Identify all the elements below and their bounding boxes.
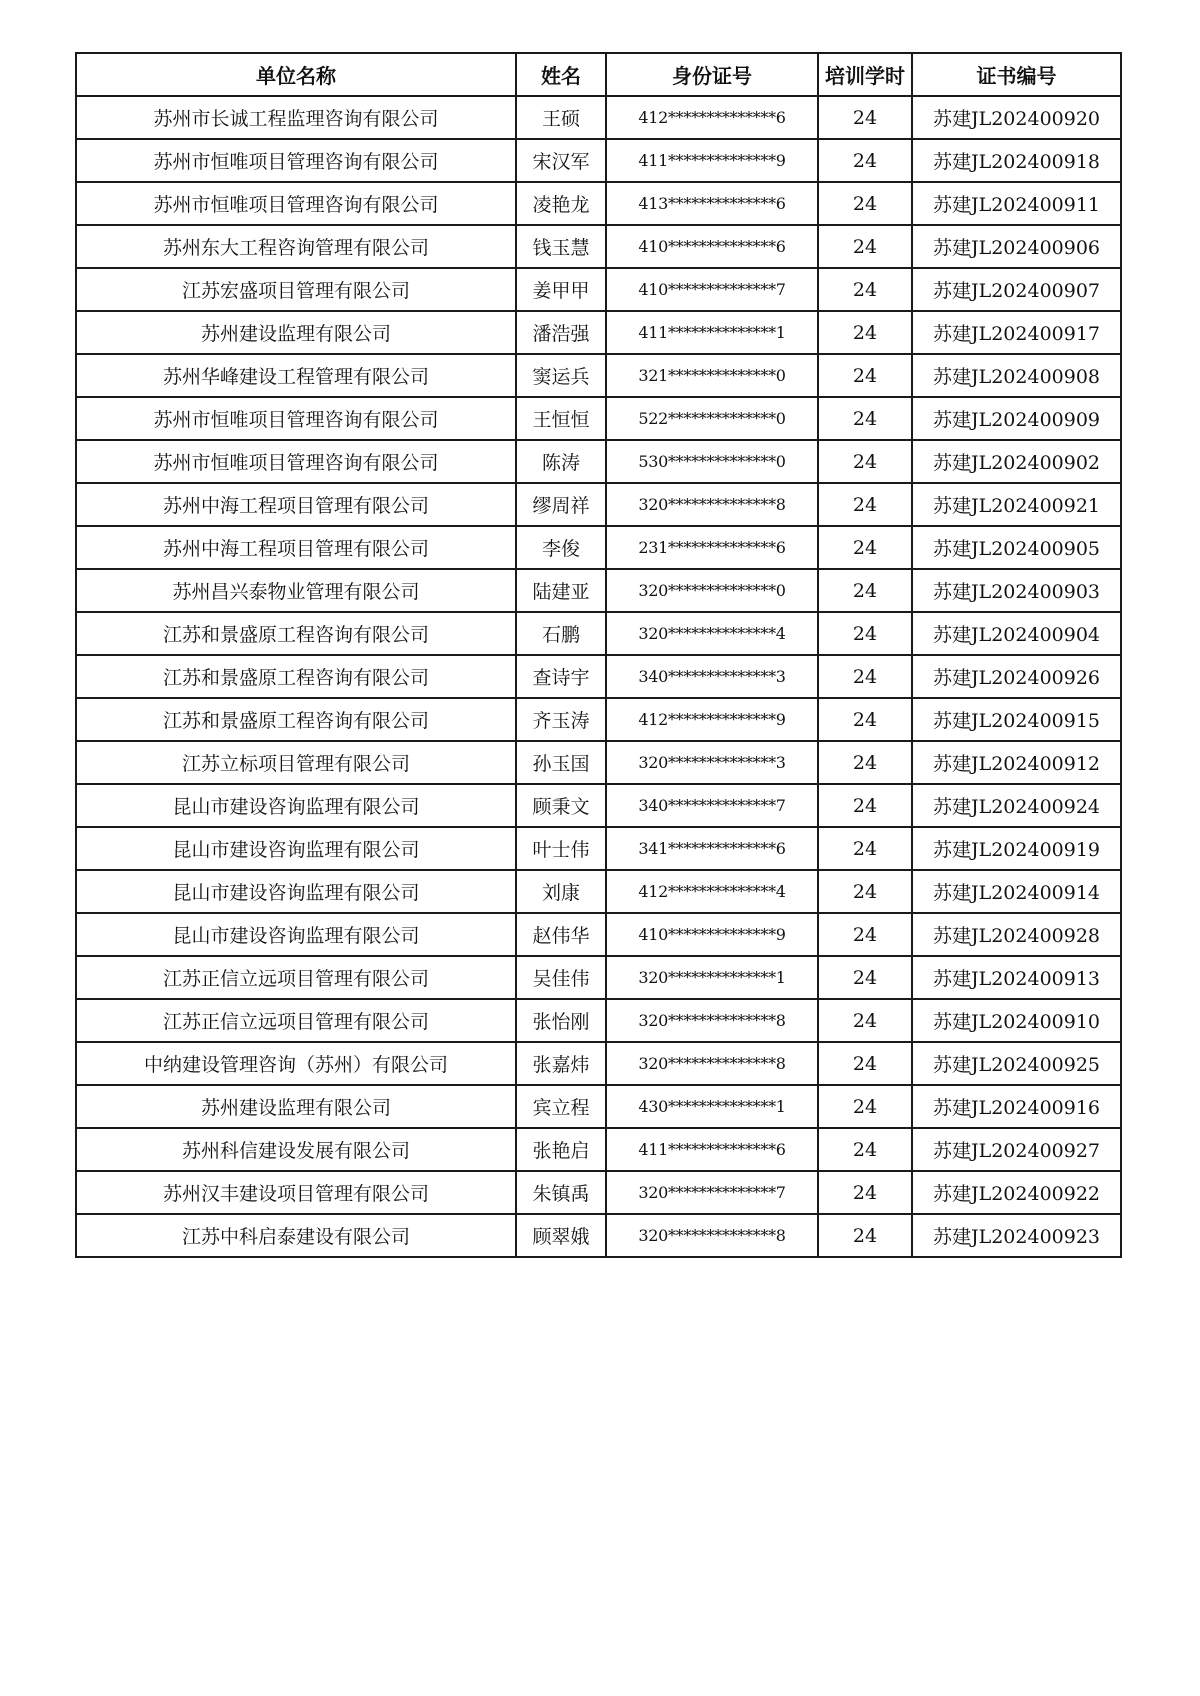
- table-row: [76, 311, 1121, 354]
- cell-unit: 江苏正信立远项目管理有限公司: [76, 956, 516, 999]
- cell-id-number: 340**************7: [606, 784, 818, 827]
- cell-unit: 苏州东大工程咨询管理有限公司: [76, 225, 516, 268]
- cell-unit: 苏州市恒唯项目管理咨询有限公司: [76, 182, 516, 225]
- table-row: [76, 1128, 1121, 1171]
- header-name: 姓名: [516, 53, 606, 96]
- table-row: [76, 870, 1121, 913]
- cell-id-number: 530**************0: [606, 440, 818, 483]
- cell-name: 石鹏: [516, 612, 606, 655]
- cell-certificate-no: 苏建JL202400925: [912, 1042, 1121, 1085]
- cell-unit: 苏州华峰建设工程管理有限公司: [76, 354, 516, 397]
- cell-unit: 昆山市建设咨询监理有限公司: [76, 784, 516, 827]
- cell-training-hours: 24: [818, 741, 912, 784]
- table-header-row: [76, 53, 1121, 96]
- cell-name: 顾秉文: [516, 784, 606, 827]
- cell-unit: 江苏立标项目管理有限公司: [76, 741, 516, 784]
- cell-training-hours: 24: [818, 440, 912, 483]
- cell-unit: 江苏正信立远项目管理有限公司: [76, 999, 516, 1042]
- cell-certificate-no: 苏建JL202400913: [912, 956, 1121, 999]
- cell-name: 王恒恒: [516, 397, 606, 440]
- cell-name: 凌艳龙: [516, 182, 606, 225]
- cell-training-hours: 24: [818, 139, 912, 182]
- cell-name: 张艳启: [516, 1128, 606, 1171]
- cell-id-number: 340**************3: [606, 655, 818, 698]
- cell-certificate-no: 苏建JL202400906: [912, 225, 1121, 268]
- cell-certificate-no: 苏建JL202400917: [912, 311, 1121, 354]
- cell-id-number: 522**************0: [606, 397, 818, 440]
- cell-id-number: 341**************6: [606, 827, 818, 870]
- cell-id-number: 320**************8: [606, 999, 818, 1042]
- cell-unit: 苏州市长诚工程监理咨询有限公司: [76, 96, 516, 139]
- cell-name: 潘浩强: [516, 311, 606, 354]
- table-row: [76, 999, 1121, 1042]
- header-certificate-no: 证书编号: [912, 53, 1121, 96]
- cell-training-hours: 24: [818, 698, 912, 741]
- cell-name: 宾立程: [516, 1085, 606, 1128]
- table-row: [76, 526, 1121, 569]
- cell-certificate-no: 苏建JL202400902: [912, 440, 1121, 483]
- cell-unit: 昆山市建设咨询监理有限公司: [76, 870, 516, 913]
- cell-unit: 江苏宏盛项目管理有限公司: [76, 268, 516, 311]
- cell-certificate-no: 苏建JL202400916: [912, 1085, 1121, 1128]
- cell-training-hours: 24: [818, 612, 912, 655]
- cell-training-hours: 24: [818, 483, 912, 526]
- cell-id-number: 320**************8: [606, 1042, 818, 1085]
- cell-name: 赵伟华: [516, 913, 606, 956]
- cell-training-hours: 24: [818, 956, 912, 999]
- cell-name: 叶士伟: [516, 827, 606, 870]
- cell-name: 窦运兵: [516, 354, 606, 397]
- cell-id-number: 320**************7: [606, 1171, 818, 1214]
- header-training-hours: 培训学时: [818, 53, 912, 96]
- table-row: [76, 139, 1121, 182]
- cell-id-number: 411**************6: [606, 1128, 818, 1171]
- table-row: [76, 784, 1121, 827]
- cell-training-hours: 24: [818, 354, 912, 397]
- cell-unit: 苏州科信建设发展有限公司: [76, 1128, 516, 1171]
- cell-id-number: 411**************9: [606, 139, 818, 182]
- cell-certificate-no: 苏建JL202400926: [912, 655, 1121, 698]
- table-body: [76, 96, 1121, 1257]
- table-row: [76, 483, 1121, 526]
- table-row: [76, 612, 1121, 655]
- cell-certificate-no: 苏建JL202400903: [912, 569, 1121, 612]
- table-row: [76, 698, 1121, 741]
- cell-unit: 苏州市恒唯项目管理咨询有限公司: [76, 139, 516, 182]
- cell-training-hours: 24: [818, 1128, 912, 1171]
- cell-id-number: 320**************1: [606, 956, 818, 999]
- cell-training-hours: 24: [818, 569, 912, 612]
- table-row: [76, 741, 1121, 784]
- cell-id-number: 321**************0: [606, 354, 818, 397]
- table-row: [76, 655, 1121, 698]
- cell-id-number: 411**************1: [606, 311, 818, 354]
- cell-training-hours: 24: [818, 913, 912, 956]
- cell-name: 刘康: [516, 870, 606, 913]
- cell-certificate-no: 苏建JL202400920: [912, 96, 1121, 139]
- cell-id-number: 410**************7: [606, 268, 818, 311]
- cell-unit: 苏州昌兴泰物业管理有限公司: [76, 569, 516, 612]
- cell-name: 宋汉军: [516, 139, 606, 182]
- cell-certificate-no: 苏建JL202400912: [912, 741, 1121, 784]
- cell-training-hours: 24: [818, 526, 912, 569]
- cell-unit: 苏州中海工程项目管理有限公司: [76, 526, 516, 569]
- cell-name: 孙玉国: [516, 741, 606, 784]
- cell-unit: 苏州市恒唯项目管理咨询有限公司: [76, 397, 516, 440]
- table-row: [76, 1214, 1121, 1257]
- cell-name: 张怡刚: [516, 999, 606, 1042]
- header-id-number: 身份证号: [606, 53, 818, 96]
- cell-name: 陆建亚: [516, 569, 606, 612]
- cell-id-number: 412**************6: [606, 96, 818, 139]
- cell-name: 查诗宇: [516, 655, 606, 698]
- cell-name: 陈涛: [516, 440, 606, 483]
- cell-name: 齐玉涛: [516, 698, 606, 741]
- cell-training-hours: 24: [818, 1171, 912, 1214]
- cell-unit: 江苏中科启泰建设有限公司: [76, 1214, 516, 1257]
- table-row: [76, 96, 1121, 139]
- cell-training-hours: 24: [818, 225, 912, 268]
- cell-certificate-no: 苏建JL202400928: [912, 913, 1121, 956]
- cell-id-number: 320**************8: [606, 483, 818, 526]
- cell-training-hours: 24: [818, 268, 912, 311]
- cell-certificate-no: 苏建JL202400924: [912, 784, 1121, 827]
- table-row: [76, 1085, 1121, 1128]
- table-row: [76, 182, 1121, 225]
- certificate-table: [75, 52, 1122, 1258]
- cell-certificate-no: 苏建JL202400922: [912, 1171, 1121, 1214]
- table-row: [76, 913, 1121, 956]
- cell-id-number: 231**************6: [606, 526, 818, 569]
- cell-training-hours: 24: [818, 827, 912, 870]
- cell-id-number: 430**************1: [606, 1085, 818, 1128]
- table-row: [76, 354, 1121, 397]
- cell-id-number: 413**************6: [606, 182, 818, 225]
- cell-name: 朱镇禹: [516, 1171, 606, 1214]
- cell-name: 顾翠娥: [516, 1214, 606, 1257]
- cell-unit: 江苏和景盛原工程咨询有限公司: [76, 698, 516, 741]
- cell-unit: 苏州中海工程项目管理有限公司: [76, 483, 516, 526]
- cell-certificate-no: 苏建JL202400909: [912, 397, 1121, 440]
- table-row: [76, 1171, 1121, 1214]
- cell-unit: 昆山市建设咨询监理有限公司: [76, 827, 516, 870]
- cell-certificate-no: 苏建JL202400911: [912, 182, 1121, 225]
- cell-training-hours: 24: [818, 784, 912, 827]
- header-unit: 单位名称: [76, 53, 516, 96]
- cell-id-number: 410**************6: [606, 225, 818, 268]
- table-row: [76, 268, 1121, 311]
- cell-unit: 江苏和景盛原工程咨询有限公司: [76, 612, 516, 655]
- cell-certificate-no: 苏建JL202400918: [912, 139, 1121, 182]
- cell-certificate-no: 苏建JL202400919: [912, 827, 1121, 870]
- cell-certificate-no: 苏建JL202400904: [912, 612, 1121, 655]
- cell-training-hours: 24: [818, 1085, 912, 1128]
- cell-certificate-no: 苏建JL202400923: [912, 1214, 1121, 1257]
- cell-id-number: 320**************4: [606, 612, 818, 655]
- table-row: [76, 956, 1121, 999]
- cell-unit: 苏州建设监理有限公司: [76, 1085, 516, 1128]
- cell-training-hours: 24: [818, 397, 912, 440]
- table-row: [76, 397, 1121, 440]
- cell-id-number: 320**************8: [606, 1214, 818, 1257]
- cell-certificate-no: 苏建JL202400927: [912, 1128, 1121, 1171]
- cell-name: 王硕: [516, 96, 606, 139]
- cell-training-hours: 24: [818, 655, 912, 698]
- cell-training-hours: 24: [818, 96, 912, 139]
- table-row: [76, 827, 1121, 870]
- cell-unit: 苏州市恒唯项目管理咨询有限公司: [76, 440, 516, 483]
- cell-name: 钱玉慧: [516, 225, 606, 268]
- cell-unit: 昆山市建设咨询监理有限公司: [76, 913, 516, 956]
- cell-name: 吴佳伟: [516, 956, 606, 999]
- cell-certificate-no: 苏建JL202400907: [912, 268, 1121, 311]
- cell-certificate-no: 苏建JL202400915: [912, 698, 1121, 741]
- cell-unit: 苏州建设监理有限公司: [76, 311, 516, 354]
- table-row: [76, 1042, 1121, 1085]
- cell-training-hours: 24: [818, 870, 912, 913]
- cell-unit: 江苏和景盛原工程咨询有限公司: [76, 655, 516, 698]
- cell-training-hours: 24: [818, 311, 912, 354]
- cell-training-hours: 24: [818, 1214, 912, 1257]
- cell-name: 缪周祥: [516, 483, 606, 526]
- cell-id-number: 410**************9: [606, 913, 818, 956]
- cell-id-number: 320**************0: [606, 569, 818, 612]
- table-row: [76, 225, 1121, 268]
- cell-certificate-no: 苏建JL202400921: [912, 483, 1121, 526]
- cell-unit: 苏州汉丰建设项目管理有限公司: [76, 1171, 516, 1214]
- table-row: [76, 569, 1121, 612]
- cell-training-hours: 24: [818, 1042, 912, 1085]
- cell-name: 张嘉炜: [516, 1042, 606, 1085]
- cell-id-number: 320**************3: [606, 741, 818, 784]
- cell-training-hours: 24: [818, 999, 912, 1042]
- cell-certificate-no: 苏建JL202400908: [912, 354, 1121, 397]
- cell-unit: 中纳建设管理咨询（苏州）有限公司: [76, 1042, 516, 1085]
- cell-id-number: 412**************9: [606, 698, 818, 741]
- cell-certificate-no: 苏建JL202400910: [912, 999, 1121, 1042]
- cell-training-hours: 24: [818, 182, 912, 225]
- cell-name: 姜甲甲: [516, 268, 606, 311]
- cell-certificate-no: 苏建JL202400914: [912, 870, 1121, 913]
- cell-name: 李俊: [516, 526, 606, 569]
- cell-id-number: 412**************4: [606, 870, 818, 913]
- cell-certificate-no: 苏建JL202400905: [912, 526, 1121, 569]
- table-row: [76, 440, 1121, 483]
